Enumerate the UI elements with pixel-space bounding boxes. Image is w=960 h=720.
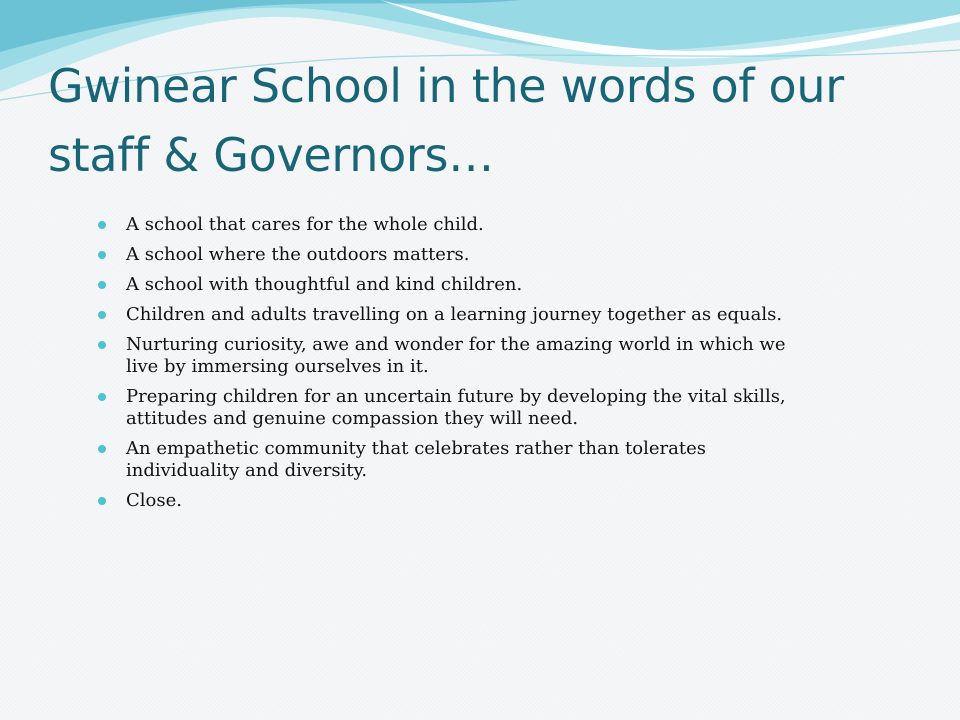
bullet-dot-icon bbox=[98, 445, 106, 453]
bullet-dot-icon bbox=[98, 311, 106, 319]
bullet-item bbox=[98, 334, 798, 378]
bullet-text: Children and adults travelling on a learning journey together as equals. bbox=[126, 304, 783, 325]
slide-title bbox=[48, 52, 928, 190]
bullet-item bbox=[98, 274, 798, 296]
bullet-item bbox=[98, 304, 798, 326]
title-line-2: staff & Governors… bbox=[48, 128, 494, 182]
bullet-item bbox=[98, 386, 798, 430]
bullet-item bbox=[98, 244, 798, 266]
bullet-list bbox=[98, 214, 798, 520]
bullet-dot-icon bbox=[98, 281, 106, 289]
bullet-dot-icon bbox=[98, 251, 106, 259]
bullet-dot-icon bbox=[98, 221, 106, 229]
bullet-text: Preparing children for an uncertain future by developing the vital skills, attitudes and genuine compassion they will need. bbox=[126, 386, 786, 429]
bullet-text: A school where the outdoors matters. bbox=[126, 244, 470, 265]
bullet-dot-icon bbox=[98, 393, 106, 401]
title-line-1: Gwinear School in the words of our bbox=[48, 59, 844, 113]
bullet-text: Close. bbox=[126, 490, 182, 511]
bullet-text: Nurturing curiosity, awe and wonder for the amazing world in which we live by immersing ourselves in it. bbox=[126, 334, 786, 377]
bullet-dot-icon bbox=[98, 497, 106, 505]
bullet-text: A school with thoughtful and kind children. bbox=[126, 274, 523, 295]
bullet-dot-icon bbox=[98, 341, 106, 349]
bullet-text: A school that cares for the whole child. bbox=[126, 214, 484, 235]
bullet-item bbox=[98, 490, 798, 512]
bullet-text: An empathetic community that celebrates rather than tolerates individuality and diversity. bbox=[126, 438, 706, 481]
bullet-item bbox=[98, 438, 798, 482]
bullet-item bbox=[98, 214, 798, 236]
